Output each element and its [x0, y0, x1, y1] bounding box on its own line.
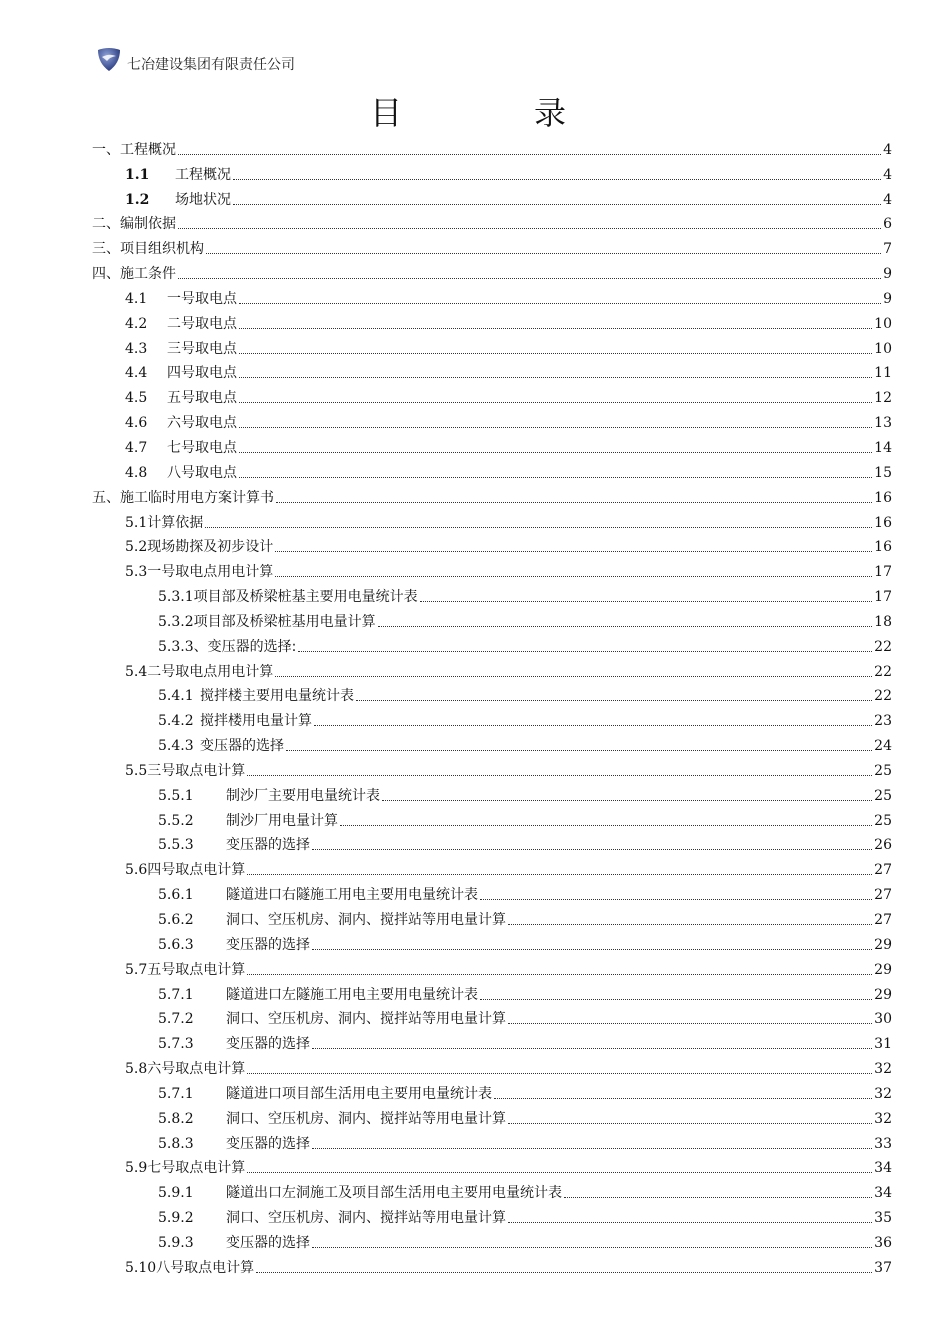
toc-entry-number: 5.5.3 [158, 837, 194, 854]
toc-dot-leader [508, 1122, 872, 1124]
toc-entry-label: 六号取电点 [167, 415, 237, 432]
toc-dot-leader [564, 1196, 872, 1198]
toc-entry-label: 四号取点电计算 [147, 862, 246, 879]
toc-entry-number: 5.3.3、 [158, 638, 208, 655]
toc-dot-leader [508, 1221, 872, 1223]
toc-dot-leader [239, 327, 872, 329]
toc-entry-number: 5.4.2 [158, 713, 194, 730]
toc-entry[interactable] [92, 1202, 892, 1227]
toc-entry-number: 5.2 [125, 539, 148, 556]
toc-entry-page: 10 [874, 315, 892, 332]
toc-entry-page: 29 [874, 961, 892, 978]
toc-entry-number: 5.5.2 [158, 812, 194, 829]
toc-entry[interactable] [92, 879, 892, 904]
toc-entry-label: 五号取电点 [167, 390, 237, 407]
toc-entry[interactable] [92, 780, 892, 805]
toc-entry[interactable] [92, 954, 892, 979]
toc-entry-page: 26 [874, 837, 892, 854]
toc-entry-label: 工程概况 [175, 166, 231, 183]
toc-entry[interactable] [92, 358, 892, 383]
toc-entry[interactable] [92, 209, 892, 234]
toc-dot-leader [298, 650, 872, 652]
toc-entry-page: 11 [874, 365, 892, 382]
toc-dot-leader [286, 749, 872, 751]
toc-dot-leader [356, 699, 872, 701]
toc-entry-page: 33 [874, 1135, 892, 1152]
toc-entry[interactable] [92, 382, 892, 407]
toc-entry-number: 1.2 [125, 191, 150, 208]
toc-entry-label: 七号取电点 [167, 439, 237, 456]
toc-entry[interactable] [92, 755, 892, 780]
toc-entry-label: 搅拌楼主要用电量统计表 [200, 688, 354, 705]
toc-entry-label: 四、施工条件 [92, 266, 176, 283]
toc-entry[interactable] [92, 904, 892, 929]
toc-entry-number: 4.6 [125, 415, 148, 432]
toc-entry-number: 4.8 [125, 464, 148, 481]
toc-entry-label: 三、项目组织机构 [92, 241, 204, 258]
toc-dot-leader [314, 724, 872, 726]
toc-dot-leader [382, 799, 872, 801]
toc-entry-number: 4.5 [125, 390, 148, 407]
toc-entry[interactable] [92, 1078, 892, 1103]
toc-entry-label: 八号取点电计算 [156, 1259, 255, 1276]
toc-dot-leader [247, 1171, 872, 1173]
toc-entry-page: 32 [874, 1061, 892, 1078]
toc-entry-label: 三号取点电计算 [147, 762, 246, 779]
toc-entry-label: 七号取点电计算 [147, 1160, 246, 1177]
toc-entry-number: 5.6.3 [158, 936, 194, 953]
toc-entry-page: 4 [883, 166, 892, 183]
toc-dot-leader [233, 203, 881, 205]
toc-dot-leader [256, 1271, 872, 1273]
toc-dot-leader [247, 873, 872, 875]
toc-dot-leader [247, 973, 872, 975]
toc-entry-number: 5.5.1 [158, 787, 194, 804]
toc-entry-page: 10 [874, 340, 892, 357]
toc-entry-page: 25 [874, 787, 892, 804]
toc-dot-leader [312, 1246, 872, 1248]
toc-entry-number: 5.9 [125, 1160, 148, 1177]
toc-entry[interactable] [92, 1053, 892, 1078]
toc-dot-leader [205, 526, 872, 528]
toc-dot-leader [247, 774, 872, 776]
toc-entry-page: 36 [874, 1234, 892, 1251]
toc-entry-number: 5.3 [125, 564, 148, 581]
toc-entry-page: 30 [874, 1011, 892, 1028]
toc-entry-number: 4.4 [125, 365, 148, 382]
toc-entry[interactable] [92, 333, 892, 358]
toc-dot-leader [239, 302, 881, 304]
toc-entry-number: 4.2 [125, 315, 148, 332]
toc-entry-number: 5.8.2 [158, 1110, 194, 1127]
toc-dot-leader [239, 426, 872, 428]
toc-entry-page: 29 [874, 986, 892, 1003]
toc-dot-leader [312, 948, 872, 950]
toc-entry[interactable] [92, 1177, 892, 1202]
toc-dot-leader [312, 1147, 872, 1149]
toc-entry-number: 5.8.3 [158, 1135, 194, 1152]
toc-entry-number: 5.3.2 [158, 613, 194, 630]
toc-entry[interactable] [92, 308, 892, 333]
toc-dot-leader [178, 277, 881, 279]
toc-dot-leader [508, 1022, 872, 1024]
toc-entry-number: 5.7.1 [158, 1085, 194, 1102]
toc-entry-page: 12 [874, 390, 892, 407]
toc-entry[interactable] [92, 457, 892, 482]
toc-entry[interactable] [92, 730, 892, 755]
toc-entry-page: 18 [874, 613, 892, 630]
toc-dot-leader [247, 1072, 872, 1074]
toc-dot-leader [239, 352, 872, 354]
toc-entry-label: 五号取点电计算 [147, 961, 246, 978]
page-title: 目 录 [369, 94, 616, 132]
table-of-contents [92, 134, 892, 1277]
toc-entry[interactable] [92, 805, 892, 830]
toc-dot-leader [276, 501, 872, 503]
toc-entry-label: 洞口、空压机房、洞内、搅拌站等用电量计算 [226, 1110, 506, 1127]
toc-entry-page: 7 [883, 241, 892, 258]
toc-entry[interactable] [92, 432, 892, 457]
toc-entry-page: 16 [874, 489, 892, 506]
toc-entry-page: 37 [874, 1259, 892, 1276]
toc-entry-label: 制沙厂用电量计算 [226, 812, 338, 829]
toc-entry[interactable] [92, 854, 892, 879]
toc-dot-leader [206, 252, 881, 254]
toc-entry-label: 一号取电点 [167, 290, 237, 307]
toc-entry-page: 9 [883, 266, 892, 283]
toc-entry[interactable] [92, 556, 892, 581]
toc-entry[interactable] [92, 407, 892, 432]
toc-entry-label: 制沙厂主要用电量统计表 [226, 787, 380, 804]
toc-entry-page: 16 [874, 539, 892, 556]
toc-entry-page: 27 [874, 912, 892, 928]
toc-entry-page: 34 [874, 1160, 892, 1177]
toc-entry-label: 变压器的选择: [207, 638, 297, 655]
toc-dot-leader [239, 476, 872, 478]
toc-entry-page: 34 [874, 1185, 892, 1202]
toc-dot-leader [340, 824, 872, 826]
toc-entry-label: 隧道出口左洞施工及项目部生活用电主要用电量统计表 [226, 1185, 562, 1202]
toc-dot-leader [480, 898, 872, 900]
toc-entry-page: 25 [874, 762, 892, 779]
page-header [95, 44, 295, 74]
toc-entry-number: 5.6 [125, 862, 148, 879]
toc-entry-number: 4.7 [125, 439, 148, 456]
toc-entry-page: 35 [874, 1210, 892, 1227]
toc-entry-page: 22 [874, 663, 892, 680]
toc-entry-label: 场地状况 [175, 191, 231, 208]
toc-entry-label: 四号取电点 [167, 365, 237, 382]
toc-entry-page: 24 [874, 738, 892, 755]
toc-dot-leader [312, 1047, 872, 1049]
toc-dot-leader [420, 600, 873, 602]
toc-entry-page: 14 [874, 439, 892, 456]
toc-entry[interactable] [92, 1153, 892, 1178]
toc-entry-number: 5.7.1 [158, 986, 194, 1003]
toc-entry[interactable] [92, 1028, 892, 1053]
toc-entry-label: 隧道进口右隧施工用电主要用电量统计表 [226, 887, 478, 904]
toc-entry-label: 计算依据 [147, 514, 204, 531]
toc-entry-page: 31 [874, 1036, 892, 1053]
toc-entry[interactable] [92, 979, 892, 1004]
toc-entry-number: 5.1 [125, 514, 148, 531]
toc-entry[interactable] [92, 681, 892, 706]
toc-entry-label: 变压器的选择 [226, 1036, 310, 1053]
toc-entry[interactable] [92, 134, 892, 159]
toc-entry-label: 变压器的选择 [226, 1135, 310, 1152]
toc-entry[interactable] [92, 581, 892, 606]
toc-entry-label: 洞口、空压机房、洞内、搅拌站等用电量计算 [226, 1210, 506, 1227]
toc-entry-page: 27 [874, 887, 892, 904]
toc-entry-label: 三号取电点 [167, 340, 237, 357]
toc-entry-label: 变压器的选择 [200, 738, 284, 755]
toc-entry[interactable] [92, 159, 892, 184]
toc-entry-label: 隧道进口左隧施工用电主要用电量统计表 [226, 986, 478, 1003]
toc-entry[interactable] [92, 233, 892, 258]
toc-entry-label: 现场勘探及初步设计 [147, 539, 274, 556]
toc-entry-number: 5.9.2 [158, 1210, 194, 1227]
toc-entry[interactable] [92, 258, 892, 283]
toc-entry-number: 5.9.3 [158, 1234, 194, 1251]
toc-dot-leader [480, 998, 872, 1000]
toc-entry[interactable] [92, 1103, 892, 1128]
toc-entry[interactable] [92, 631, 892, 656]
toc-entry[interactable] [92, 705, 892, 730]
toc-entry[interactable] [92, 283, 892, 308]
toc-entry-number: 5.6.1 [158, 887, 194, 904]
toc-entry-page: 32 [874, 1085, 892, 1102]
toc-entry-page: 32 [874, 1110, 892, 1127]
toc-dot-leader [233, 178, 881, 180]
toc-entry-label: 项目部及桥梁桩基用电量计算 [193, 613, 376, 630]
toc-entry-page: 4 [883, 141, 892, 158]
toc-entry[interactable] [92, 1252, 892, 1277]
toc-entry[interactable] [92, 656, 892, 681]
toc-dot-leader [275, 675, 872, 677]
toc-entry[interactable] [92, 1004, 892, 1029]
toc-entry-label: 隧道进口项目部生活用电主要用电量统计表 [226, 1085, 492, 1102]
toc-entry-label: 一号取电点用电计算 [147, 564, 274, 581]
toc-entry[interactable] [92, 507, 892, 532]
toc-entry-page: 22 [874, 688, 892, 705]
company-name: 七冶建设集团有限责任公司 [127, 57, 295, 73]
toc-entry-number: 5.9.1 [158, 1185, 194, 1202]
toc-entry-number: 5.7 [125, 961, 148, 978]
toc-dot-leader [239, 401, 872, 403]
toc-entry[interactable] [92, 532, 892, 557]
toc-entry-label: 变压器的选择 [226, 1234, 310, 1251]
toc-entry-number: 5.4 [125, 663, 148, 680]
toc-entry-label: 八号取电点 [167, 464, 237, 481]
toc-entry[interactable] [92, 1128, 892, 1153]
toc-entry-number: 5.4.3 [158, 738, 194, 755]
toc-dot-leader [178, 153, 881, 155]
toc-dot-leader [494, 1097, 872, 1099]
toc-dot-leader [239, 376, 872, 378]
toc-entry-label: 搅拌楼用电量计算 [200, 713, 312, 730]
toc-entry-label: 洞口、空压机房、洞内、搅拌站等用电量计算 [226, 912, 506, 928]
toc-entry-page: 22 [874, 638, 892, 655]
toc-entry-label: 项目部及桥梁桩基主要用电量统计表 [193, 589, 418, 606]
toc-entry-number: 4.3 [125, 340, 148, 357]
toc-entry-number: 4.1 [125, 290, 148, 307]
toc-entry-page: 15 [874, 464, 892, 481]
toc-entry-page: 9 [883, 290, 892, 307]
toc-dot-leader [378, 625, 873, 627]
toc-entry[interactable] [92, 929, 892, 954]
company-logo-icon [95, 45, 123, 73]
toc-entry[interactable] [92, 1227, 892, 1252]
toc-entry-number: 1.1 [125, 166, 150, 183]
toc-entry-label: 六号取点电计算 [147, 1061, 246, 1078]
toc-entry-page: 29 [874, 936, 892, 953]
toc-entry-label: 一、工程概况 [92, 141, 176, 158]
toc-entry[interactable] [92, 482, 892, 507]
toc-entry-page: 27 [874, 862, 892, 879]
toc-entry-number: 5.6.2 [158, 912, 194, 928]
toc-entry-label: 变压器的选择 [226, 837, 310, 854]
toc-entry-label: 二号取电点 [167, 315, 237, 332]
toc-entry[interactable] [92, 184, 892, 209]
toc-entry[interactable] [92, 606, 892, 631]
toc-entry-label: 五、施工临时用电方案计算书 [92, 489, 274, 506]
toc-entry[interactable] [92, 830, 892, 855]
toc-entry-page: 17 [874, 564, 892, 581]
toc-entry-page: 23 [874, 713, 892, 730]
toc-dot-leader [239, 451, 872, 453]
toc-entry-number: 5.8 [125, 1061, 148, 1078]
toc-entry-label: 变压器的选择 [226, 936, 310, 953]
toc-entry-label: 二、编制依据 [92, 216, 176, 233]
toc-entry-number: 5.10 [125, 1259, 157, 1276]
toc-entry-number: 5.7.3 [158, 1036, 194, 1053]
toc-dot-leader [312, 848, 872, 850]
toc-entry-number: 5.3.1 [158, 589, 194, 606]
toc-entry-page: 4 [883, 191, 892, 208]
toc-dot-leader [275, 550, 872, 552]
toc-dot-leader [275, 575, 872, 577]
toc-entry-page: 6 [883, 216, 892, 233]
toc-dot-leader [508, 923, 872, 925]
toc-dot-leader [178, 227, 881, 229]
toc-entry-page: 16 [874, 514, 892, 531]
toc-entry-number: 5.5 [125, 762, 148, 779]
toc-entry-page: 25 [874, 812, 892, 829]
toc-entry-number: 5.7.2 [158, 1011, 194, 1028]
toc-entry-page: 13 [874, 415, 892, 432]
toc-entry-label: 洞口、空压机房、洞内、搅拌站等用电量计算 [226, 1011, 506, 1028]
toc-entry-number: 5.4.1 [158, 688, 194, 705]
toc-entry-label: 二号取电点用电计算 [147, 663, 274, 680]
toc-entry-page: 17 [874, 589, 892, 606]
